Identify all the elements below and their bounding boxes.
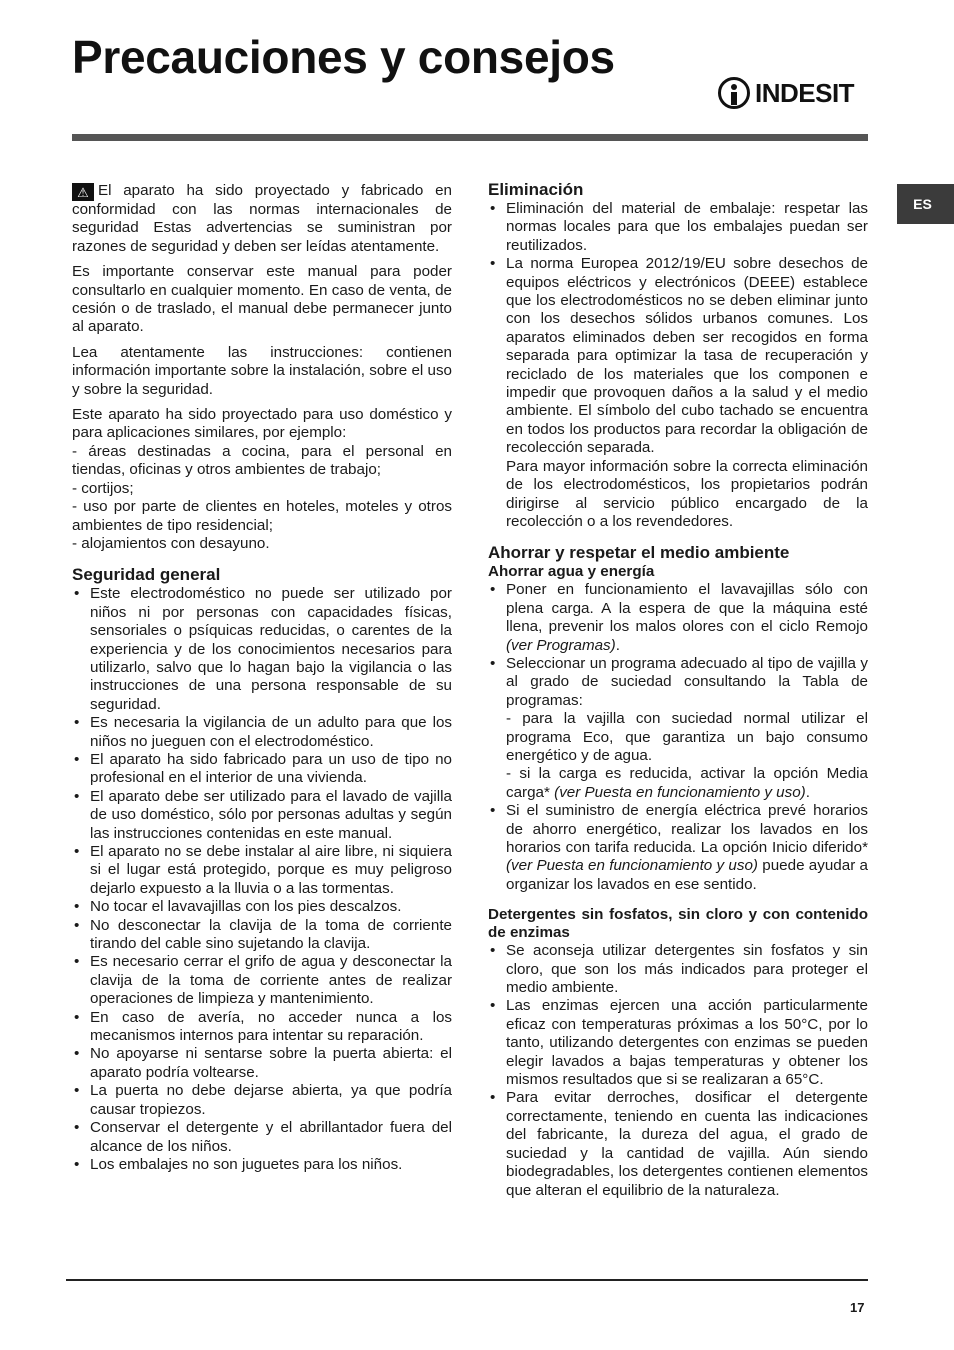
intro-paragraph: Es importante conservar este manual para poder consultarlo en cualquier momento. En caso de venta, de cesión o de traslado, el manual debe permanecer junto al aparato. <box>72 263 452 336</box>
intro-paragraph: Lea atentamente las instrucciones: contienen información importante sobre la instalación, sobre el uso y sobre la seguridad. <box>72 343 452 398</box>
uses-item: - alojamientos con desayuno. <box>72 534 270 552</box>
list-item: • Es necesario cerrar el grifo de agua y desconectar la clavija de la toma de corriente antes de realizar operaciones de limpieza y mantenimiento. <box>72 953 452 1008</box>
uses-lead: Este aparato ha sido proyectado para uso doméstico y para aplicaciones similares, por ejemplo: <box>72 406 452 442</box>
subheading-water-energy: Ahorrar agua y energía <box>488 563 655 581</box>
list-item: • Conservar el detergente y el abrillantador fuera del alcance de los niños. <box>72 1119 452 1156</box>
list-item: • En caso de avería, no acceder nunca a los mecanismos internos para intentar su reparación. <box>72 1009 452 1046</box>
list-item: • No desconectar la clavija de la toma de corriente tirando del cable sino sujetando la clavija. <box>72 917 452 954</box>
disposal-list <box>488 200 868 531</box>
warning-icon: ⚠ <box>72 183 94 201</box>
list-item: • Si el suministro de energía eléctrica prevé horarios de ahorro energético, realizar los lavados en los horarios con tarifa reducida. La opción Inicio diferido* (ver Puesta en funcionamiento y uso) puede ayudar a organizar los lavados en ese sentido. <box>488 802 868 894</box>
list-item: • El aparato debe ser utilizado para el lavado de vajilla de uso doméstico, sólo por personas adultas y según las instrucciones contenidas en este manual. <box>72 788 452 843</box>
page-number: 17 <box>850 1300 865 1315</box>
page-title: Precauciones y consejos <box>72 31 615 83</box>
section-heading-saving: Ahorrar y respetar el medio ambiente <box>488 543 790 563</box>
list-item: • Los embalajes no son juguetes para los niños. <box>72 1156 452 1174</box>
disposal-continuation: Para mayor información sobre la correcta eliminación de los electrodomésticos, los propietarios podrán dirigirse al servicio público encargado de la recolección o a los revendedores. <box>506 457 868 530</box>
uses-item: - cortijos; <box>72 479 134 497</box>
list-item: • El aparato no se debe instalar al aire libre, ni siquiera si el lugar está protegido, porque es muy peligroso dejarlo expuesto a la lluvia o a las tormentas. <box>72 843 452 898</box>
section-heading-safety: Seguridad general <box>72 565 221 585</box>
list-item: • No tocar el lavavajillas con los pies descalzos. <box>72 898 452 916</box>
right-column <box>488 180 868 1200</box>
logo-text: INDESIT <box>755 77 855 108</box>
section-heading-disposal: Eliminación <box>488 180 584 199</box>
list-item: • La puerta no debe dejarse abierta, ya que podría causar tropiezos. <box>72 1082 452 1119</box>
uses-item: - uso por parte de clientes en hoteles, moteles y otros ambientes de tipo residencial; <box>72 498 452 534</box>
uses-item: - áreas destinadas a cocina, para el personal en tiendas, oficinas y otros ambientes de trabajo; <box>72 442 452 479</box>
language-tab: ES <box>897 184 954 224</box>
indesit-i-icon <box>718 77 750 109</box>
list-item: • Las enzimas ejercen una acción particularmente eficaz con temperaturas próximas a los 50°C, por lo tanto, utilizando detergentes con enzimas se pueden elegir lavados a bajas temperaturas y obtener los mismos resultados que si se realizaran a 65°C. <box>488 997 868 1089</box>
list-item: • La norma Europea 2012/19/EU sobre desechos de equipos eléctricos y electrónicos (DEEE) establece que los electrodomésticos no se deben eliminar junto con los desechos sólidos urbanos comunes. Los aparatos eliminados deben ser recogidos en forma separada para optimizar la tasa de recuperación y reciclado de los materiales que los componen e impedir que provoquen daños a la salud y el medio ambiente. El símbolo del cubo tachado se encuentra en todos los productos para recordar la obligación de recolección separada. Para mayor información sobre la correcta eliminación de los electrodomésticos, los propietarios podrán dirigirse al servicio público encargado de la recolección o a los revendedores. <box>488 255 868 531</box>
saving-list <box>488 581 868 894</box>
list-item: • Es necesaria la vigilancia de un adulto para que los niños no jueguen con el electrodoméstico. <box>72 714 452 751</box>
intro-paragraph: ⚠ El aparato ha sido proyectado y fabricado en conformidad con las normas internacionales de seguridad Estas advertencias se suministran por razones de seguridad y deben ser leídas atentamente. <box>72 182 452 255</box>
list-item: • Para evitar derroches, dosificar el detergente correctamente, teniendo en cuenta las indicaciones del fabricante, la dureza del agua, el grado de suciedad y la cantidad de vajilla. Aún siendo biodegradables, los detergentes contienen elementos que alteran el equilibrio de la naturaleza. <box>488 1089 868 1199</box>
indesit-logo <box>718 74 854 112</box>
cross-reference: (ver Puesta en funcionamiento y uso) <box>554 783 806 801</box>
footer-rule <box>66 1279 868 1281</box>
cross-reference: (ver Puesta en funcionamiento y uso) <box>506 857 758 875</box>
sub-item: - si la carga es reducida, activar la opción Media carga* (ver Puesta en funcionamiento y uso). <box>506 765 868 801</box>
list-item: • Poner en funcionamiento el lavavajillas sólo con plena carga. A la espera de que la máquina esté llena, prevenir los malos olores con el ciclo Remojo (ver Programas). <box>488 581 868 655</box>
detergents-list <box>488 942 868 1200</box>
list-item: • Se aconseja utilizar detergentes sin fosfatos y sin cloro, que son los más indicados para proteger el medio ambiente. <box>488 942 868 997</box>
list-item: • Este electrodoméstico no puede ser utilizado por niños ni por personas con capacidades físicas, sensoriales o psíquicas reducidas, o carentes de la experiencia y de los conocimientos necesarios para utilizarlo, salvo que lo hagan bajo la vigilancia o las instrucciones de una persona responsable de su seguridad. <box>72 585 452 714</box>
list-item: • No apoyarse ni sentarse sobre la puerta abierta: el aparato podría voltearse. <box>72 1045 452 1082</box>
list-item: • Eliminación del material de embalaje: respetar las normas locales para que los embalajes puedan ser reutilizados. <box>488 200 868 255</box>
left-column <box>72 182 452 1174</box>
header-rule <box>72 134 868 141</box>
section-heading-detergents: Detergentes sin fosfatos, sin cloro y con contenido de enzimas <box>488 906 868 942</box>
sub-item: - para la vajilla con suciedad normal utilizar el programa Eco, que garantiza un bajo consumo energético y de agua. <box>506 710 868 764</box>
cross-reference: (ver Programas) <box>506 636 616 654</box>
list-item: • Seleccionar un programa adecuado al tipo de vajilla y al grado de suciedad consultando la Tabla de programas: - para la vajilla con suciedad normal utilizar el programa Eco, que garantiza un bajo consumo energético y de agua. - si la carga es reducida, activar la opción Media carga* (ver Puesta en funcionamiento y uso). <box>488 655 868 802</box>
list-item: • El aparato ha sido fabricado para un uso de tipo no profesional en el interior de una vivienda. <box>72 751 452 788</box>
safety-list <box>72 585 452 1174</box>
